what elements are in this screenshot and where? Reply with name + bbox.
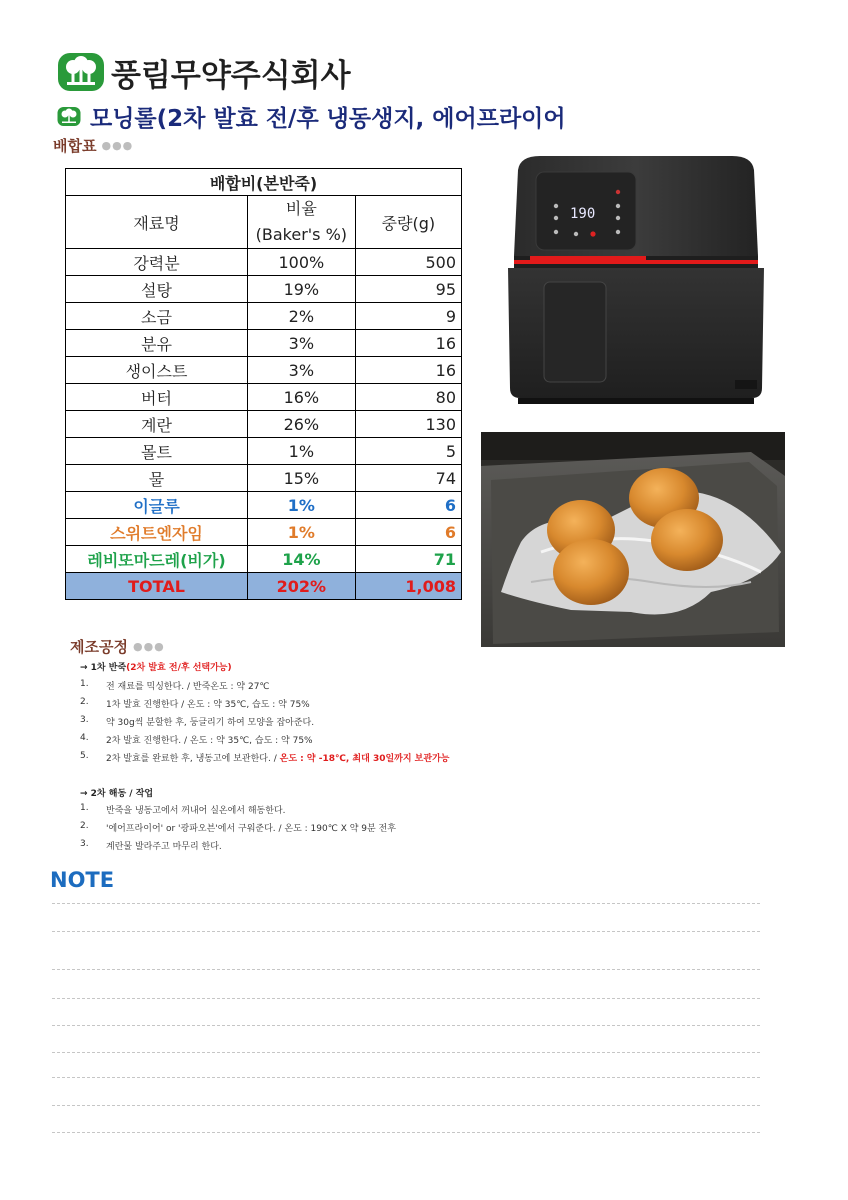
step-text-highlight: 온도 : 약 -18℃, 최대 30일까지 보관가능 [279,754,450,764]
ingredient-weight: 9 [355,303,461,330]
company-logo [57,50,351,94]
ingredient-ratio: 3% [248,330,356,357]
ingredient-weight: 16 [355,357,461,384]
col-header-name: 재료명 [66,196,248,249]
ingredient-name: 버터 [66,384,248,411]
ingredient-weight: 5 [355,438,461,465]
col-header-ratio-line2: (Baker's %) [255,225,348,244]
table-row [66,492,462,519]
formula-label-text: 배합표 [53,137,97,155]
dots-decoration: ●●● [132,640,165,653]
note-line[interactable] [52,1052,760,1053]
ingredient-name: 레비또마드레(비가) [66,546,248,573]
table-title: 배합비(본반죽) [66,169,462,196]
step-text: 2차 발효 진행한다. / 온도 : 약 35℃, 습도 : 약 75% [106,736,313,746]
dots-decoration: ●●● [101,139,134,152]
ingredient-weight: 74 [355,465,461,492]
total-weight: 1,008 [355,573,461,600]
ingredient-ratio: 15% [248,465,356,492]
step-number: 1. [80,803,89,813]
ingredient-name: 몰트 [66,438,248,465]
ingredient-ratio: 1% [248,492,356,519]
step-number: 2. [80,697,89,707]
step-number: 1. [80,679,89,689]
step-text: '에어프라이어' or '광파오븐'에서 구워준다. / 온도 : 190℃ X 약 9분 전후 [106,824,396,834]
ingredient-weight: 16 [355,330,461,357]
ingredient-name: 설탕 [66,276,248,303]
step-text: 계란물 발라주고 마무리 한다. [106,842,222,852]
table-row [66,276,462,303]
table-row [66,411,462,438]
col-header-ratio [248,196,356,249]
note-line[interactable] [52,931,760,932]
table-row [66,465,462,492]
fryer-display-text: 190 [570,206,596,222]
ingredient-name: 생이스트 [66,357,248,384]
ingredient-ratio: 1% [248,519,356,546]
table-row [66,519,462,546]
section1-heading [80,660,232,673]
ingredient-name: 강력분 [66,249,248,276]
air-fryer-image [500,152,772,417]
formula-table [65,168,462,600]
step-text: 약 30g씩 분할한 후, 둥글리기 하여 모양을 잡아준다. [106,718,315,728]
note-line[interactable] [52,1105,760,1106]
tree-logo-small-icon [57,106,81,127]
ingredient-ratio: 100% [248,249,356,276]
step-number: 2. [80,821,89,831]
table-row [66,438,462,465]
baked-rolls-image [481,432,785,647]
step-text-main: 2차 발효를 완료한 후, 냉동고에 보관한다. / [106,754,280,764]
note-line[interactable] [52,998,760,999]
ingredient-weight: 6 [355,519,461,546]
table-row [66,384,462,411]
ingredient-ratio: 14% [248,546,356,573]
step-number: 3. [80,715,89,725]
ingredient-weight: 95 [355,276,461,303]
ingredient-name: 물 [66,465,248,492]
ingredient-ratio: 3% [248,357,356,384]
section2-heading: → 2차 해동 / 작업 [80,789,154,799]
step-number: 3. [80,839,89,849]
formula-section-label [53,135,133,156]
ingredient-name: 분유 [66,330,248,357]
ingredient-ratio: 1% [248,438,356,465]
total-label: TOTAL [66,573,248,600]
note-line[interactable] [52,1025,760,1026]
ingredient-ratio: 16% [248,384,356,411]
ingredient-name: 스위트엔자임 [66,519,248,546]
process-section-label [70,636,165,657]
section1-note: (2차 발효 전/후 선택가능) [126,663,232,673]
table-row [66,357,462,384]
step-text: 전 재료를 믹싱한다. / 반죽온도 : 약 27℃ [106,682,270,692]
table-row [66,546,462,573]
step-number: 5. [80,751,89,761]
col-header-ratio-line1: 비율 [285,199,317,218]
process-label-text: 제조공정 [70,638,128,656]
note-line[interactable] [52,903,760,904]
total-row [66,573,462,600]
ingredient-weight: 71 [355,546,461,573]
table-row [66,249,462,276]
company-name: 풍림무약주식회사 [111,57,351,94]
ingredient-ratio: 19% [248,276,356,303]
tree-logo-icon [57,52,105,92]
recipe-title: 모닝롤(2차 발효 전/후 냉동생지, 에어프라이어 [90,106,566,132]
ingredient-weight: 130 [355,411,461,438]
ingredient-weight: 6 [355,492,461,519]
step-text: 1차 발효 진행한다 / 온도 : 약 35℃, 습도 : 약 75% [106,700,310,710]
ingredient-ratio: 2% [248,303,356,330]
ingredient-weight: 500 [355,249,461,276]
note-line[interactable] [52,969,760,970]
note-line[interactable] [52,1132,760,1133]
ingredient-name: 이글루 [66,492,248,519]
ingredient-name: 계란 [66,411,248,438]
col-header-weight: 중량(g) [355,196,461,249]
ingredient-ratio: 26% [248,411,356,438]
section1-title: → 1차 반죽 [80,663,127,673]
total-ratio: 202% [248,573,356,600]
note-title: NOTE [50,868,115,892]
table-row [66,303,462,330]
step-text [106,751,449,764]
table-row [66,330,462,357]
note-line[interactable] [52,1077,760,1078]
step-text: 반죽을 냉동고에서 꺼내어 실온에서 해동한다. [106,806,286,816]
step-number: 4. [80,733,89,743]
recipe-title-row [57,100,566,133]
ingredient-weight: 80 [355,384,461,411]
ingredient-name: 소금 [66,303,248,330]
